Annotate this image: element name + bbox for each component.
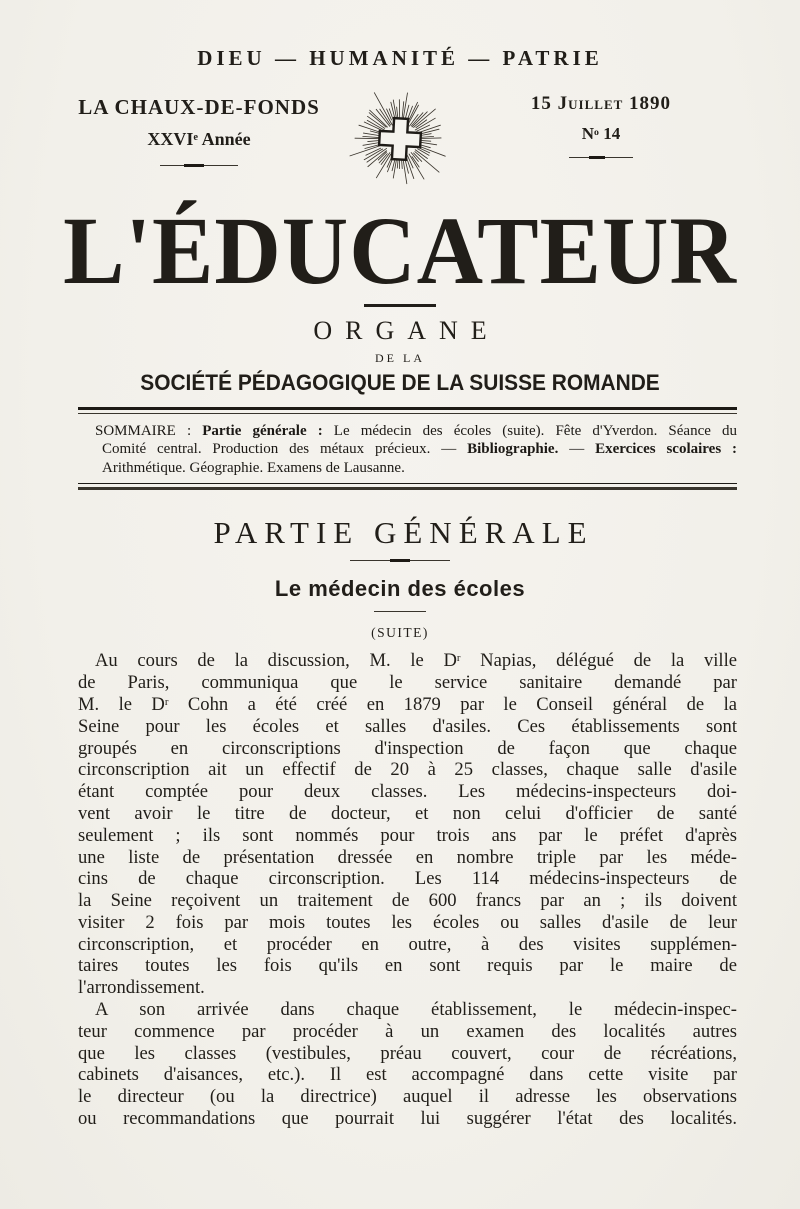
paragraph <box>78 650 737 999</box>
text-line: Seine pour les écoles et salles d'asiles. Ces établissements sont <box>78 715 737 737</box>
text-line: une liste de présentation dressée en nombre triple par les méde- <box>78 846 737 868</box>
text-line: teur commence par procéder à un examen des localités autres <box>78 1020 737 1042</box>
masthead-header <box>60 83 740 200</box>
text-line: taires toutes les fois qu'ils en sont requis par le maire de <box>78 955 737 977</box>
organe-subtitle: ORGANE <box>313 315 500 345</box>
society-subtitle: SOCIÉTÉ PÉDAGOGIQUE DE LA SUISSE ROMANDE <box>140 369 660 395</box>
text-line: seulement ; ils sont nommés pour trois ans par le préfet d'après <box>78 824 737 846</box>
double-rule-bottom <box>78 483 737 490</box>
title-rule <box>364 304 436 307</box>
sommaire <box>78 422 737 478</box>
paragraph <box>78 422 737 478</box>
issue-number: $N^o$ 14 <box>581 124 621 143</box>
swiss-cross-emblem <box>344 83 456 195</box>
issue-date: 15 Juillet 1890 <box>530 93 672 114</box>
volume-line: XXVIe Année <box>147 129 251 149</box>
text-line: la Seine reçoivent un traitement de 600 francs par an ; ils doivent <box>78 890 737 912</box>
text-line: Comité central. Production des métaux précieux. — Bibliographie. — Exercices scolaires : <box>102 441 738 458</box>
double-rule-top <box>78 407 737 414</box>
text-line: étant comptée pour deux classes. Les médecins-inspecteurs doi- <box>78 781 737 803</box>
city-name: LA CHAUX-DE-FONDS <box>78 95 320 119</box>
text-line: cabinets d'aisances, etc.). Il est accompagné dans cette visite par <box>78 1064 737 1086</box>
text-line: Arithmétique. Géographie. Examens de Lausanne. <box>102 459 405 476</box>
journal-title: L'ÉDUCATEUR <box>63 196 737 304</box>
article-title: Le médecin des écoles <box>274 576 526 602</box>
text-line: groupés en circonscriptions d'inspection de façon que chaque <box>78 737 737 759</box>
text-line: visiter 2 fois par mois toutes les écoles ou salles d'asile de leur <box>78 911 737 933</box>
text-line: ou recommandations que pourrait lui suggérer l'état des localités. <box>78 1108 737 1130</box>
text-line: cins de chaque circonscription. Les 114 médecins-inspecteurs de <box>78 868 737 890</box>
text-line: A son arrivée dans chaque établissement, le médecin-inspec- <box>95 999 737 1021</box>
section-title-rule <box>350 558 450 563</box>
article-body <box>78 650 737 1130</box>
left-dash-rule <box>160 163 238 168</box>
motto: DIEU — HUMANITÉ — PATRIE <box>197 46 603 70</box>
right-dash-rule <box>569 155 633 160</box>
text-line: Au cours de la discussion, M. le $D^r$ Napias, délégué de la ville <box>95 650 737 672</box>
masthead-right <box>462 83 740 160</box>
section-title: PARTIE GÉNÉRALE <box>213 515 594 551</box>
text-line: M. le $D^r$ Cohn a été créé en 1879 par le Conseil général de la <box>78 693 737 715</box>
paragraph <box>78 999 737 1130</box>
text-line: que les classes (vestibules, préau couvert, cour de récréations, <box>78 1042 737 1064</box>
text-line: circonscription, et procéder en outre, à des visites supplémen- <box>78 933 737 955</box>
masthead-left <box>60 83 338 168</box>
text-line: circonscription ait un effectif de 20 à 25 classes, chaque salle d'asile <box>78 759 737 781</box>
text-line: le directeur (ou la directrice) auquel il adresse les observations <box>78 1086 737 1108</box>
text-line: l'arrondissement. <box>78 977 205 999</box>
text-line: vent avoir le titre de docteur, et non celui d'officier de santé <box>78 802 737 824</box>
suite-subtitle: (SUITE) <box>371 625 429 641</box>
article-title-rule <box>374 611 426 612</box>
dela-subtitle: DE LA <box>375 350 425 365</box>
text-line: SOMMAIRE : Partie générale : Le médecin des écoles (suite). Fête d'Yverdon. Séance du <box>95 422 737 439</box>
text-line: de Paris, communiqua que le service sanitaire demandé par <box>78 672 737 694</box>
masthead-center <box>338 83 462 200</box>
